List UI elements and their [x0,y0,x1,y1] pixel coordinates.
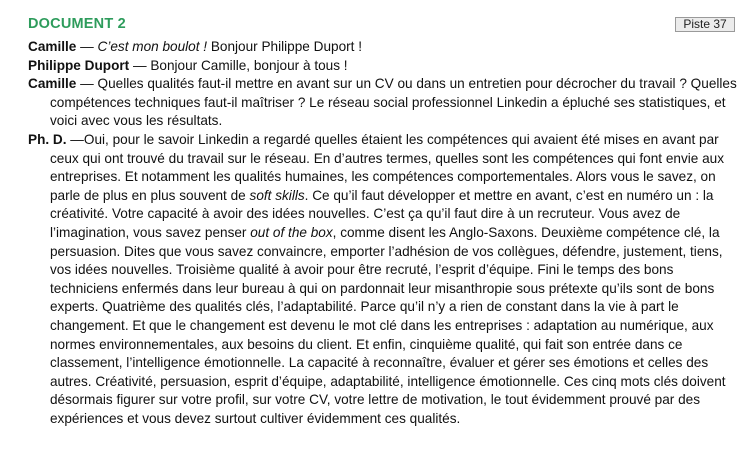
speaker-name: Camille [28,39,77,54]
utterance-text: , comme disent les Anglo-Saxons. Deuxième compétence clé, la persuasion. Dites que vous savez convaincre, emporter l’adhésion de vos collègues, défendre, justement, tiens, vos idées nouvelles. Troisième qualité à avoir pour être recruté, l’esprit d’équipe. Fini le temps des bons techniciens enfermés dans leur bureau à qui on pardonnait leur misanthropie sous prétexte qu’ils sont de bons experts. Quatrième des qualités clés, l’adaptabilité. Parce qu’il n’y a rien de constant dans la vie à part le changement. Et que le changement est devenu le mot clé dans les entreprises : adaptation au numérique, aux normes environnementales, aux besoins du client. Et enfin, cinquième qualité, qui fait son entrée dans ce classement, l’intelligence émotionnelle. La capacité à reconnaître, évaluer et gérer ses émotions et celles des autres. Créativité, persuasion, esprit d’équipe, adaptabilité, intelligence émotionnelle. Ces cinq mots clés doivent désormais figurer sur votre profil, sur votre CV, votre lettre de motivation, le tout évidemment prouvé par des expériences et vous devez surtout cultiver évidemment ces qualités. [50,224,726,426]
dialogue-turn [28,131,740,429]
document-title: DOCUMENT 2 [28,16,126,32]
utterance-text: . Ce qu’il faut développer et mettre en avant, c’est en numéro un : la créativité. Votre capacité à avoir des idées nouvelles. C’est ça qu’il faut dire à un recruteur. Vous avez de l’imagination, vous savez penser [50,187,714,240]
dialogue [28,38,740,428]
utterance-text: — Quelles qualités faut-il mettre en avant sur un CV ou dans un entretien pour décrocher du travail ? Quelles compétences techniques faut-il maîtriser ? Le réseau social professionnel Linkedin a épluché ses statistiques, et voici avec vous les résultats. [50,76,737,129]
speaker-name: Ph. D. [28,131,67,147]
utterance-text-italic: C’est mon boulot ! [97,39,208,54]
utterance-text: — Bonjour Camille, bonjour à tous ! [129,57,348,73]
speaker-name: Camille [28,76,77,92]
dialogue-turn [28,57,740,76]
utterance-text: — [76,39,98,54]
speaker-name: Philippe Duport [28,57,130,73]
track-label: Piste 37 [675,17,735,32]
utterance-text: Bonjour Philippe Duport ! [207,39,362,54]
dialogue-turn [28,38,740,57]
utterance-text-italic: soft skills [249,187,305,203]
utterance-text: —Oui, pour le savoir Linkedin a regardé quelles étaient les compétences qui avaient été mises en avant par ceux qui ont trouvé du travail sur le réseau. En d’autres termes, quelles sont les compétences qui font envie aux entreprises. Et notamment les qualités humaines, les compétences comportementales. Alors vous le savez, on parle de plus en plus souvent de [50,131,725,203]
utterance-text-italic: out of the box [250,224,333,240]
dialogue-turn [28,75,740,131]
